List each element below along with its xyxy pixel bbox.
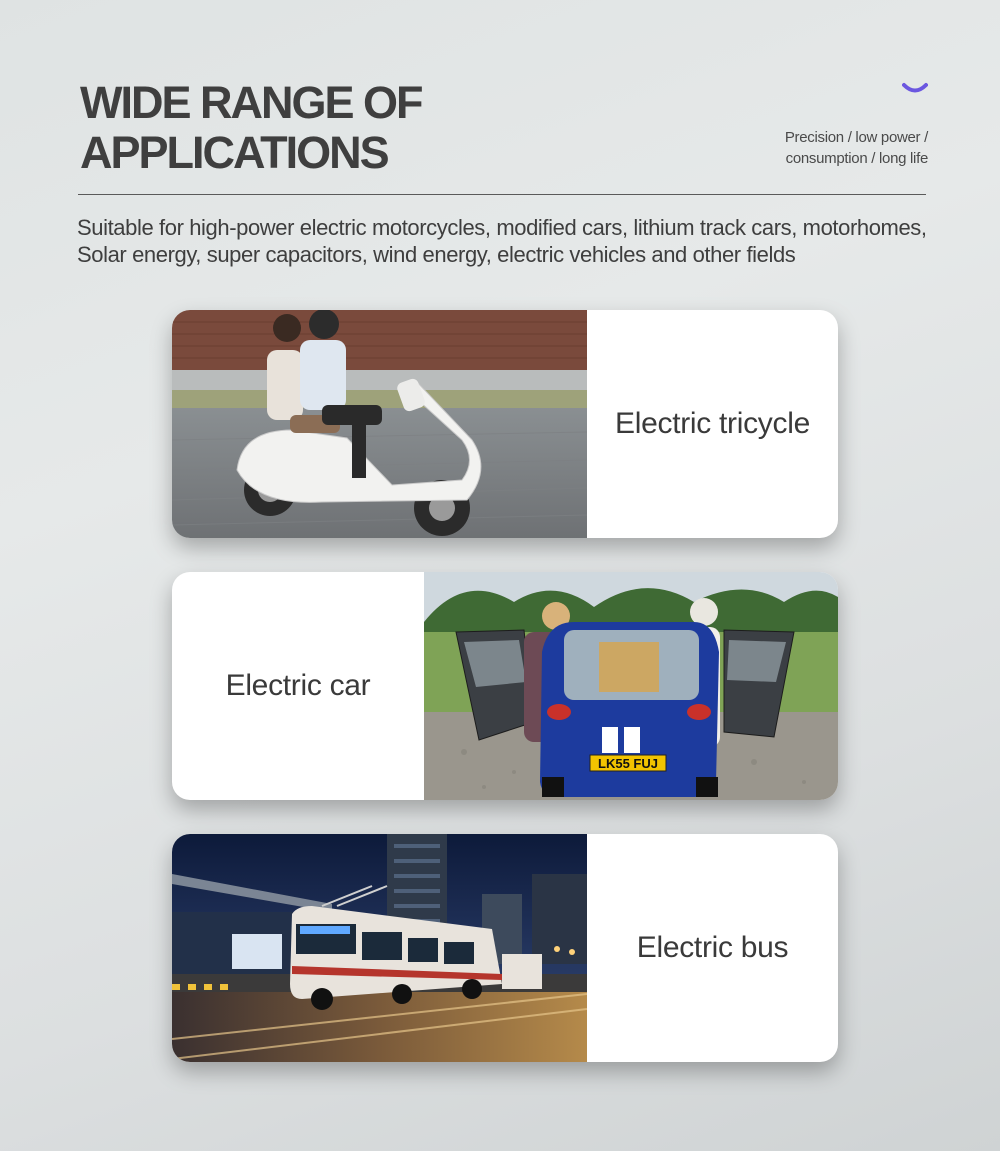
application-card-electric-car [172,572,838,800]
application-label: Electric bus [636,931,789,964]
application-label: Electric car [225,669,371,702]
application-card-electric-tricycle [172,310,838,538]
license-plate: LK55 FUJ [598,756,658,771]
scooter-riders-photo [172,310,587,538]
tagline: Precision / low power / consumption / long life [784,129,928,167]
smile-curve-icon [902,82,928,94]
application-label: Electric tricycle [615,407,810,440]
description-text: Suitable for high-power electric motorcycles, modified cars, lithium track cars, motorhomes, Solar energy, super capacitors, wind energy, electric vehicles and other fields [77,215,927,267]
night-trolley-bus-photo [172,834,587,1062]
header-divider [78,194,926,195]
page-title: WIDE RANGE OF APPLICATIONS [80,77,422,178]
application-card-electric-bus [172,834,838,1062]
blue-electric-car-photo [424,572,838,800]
